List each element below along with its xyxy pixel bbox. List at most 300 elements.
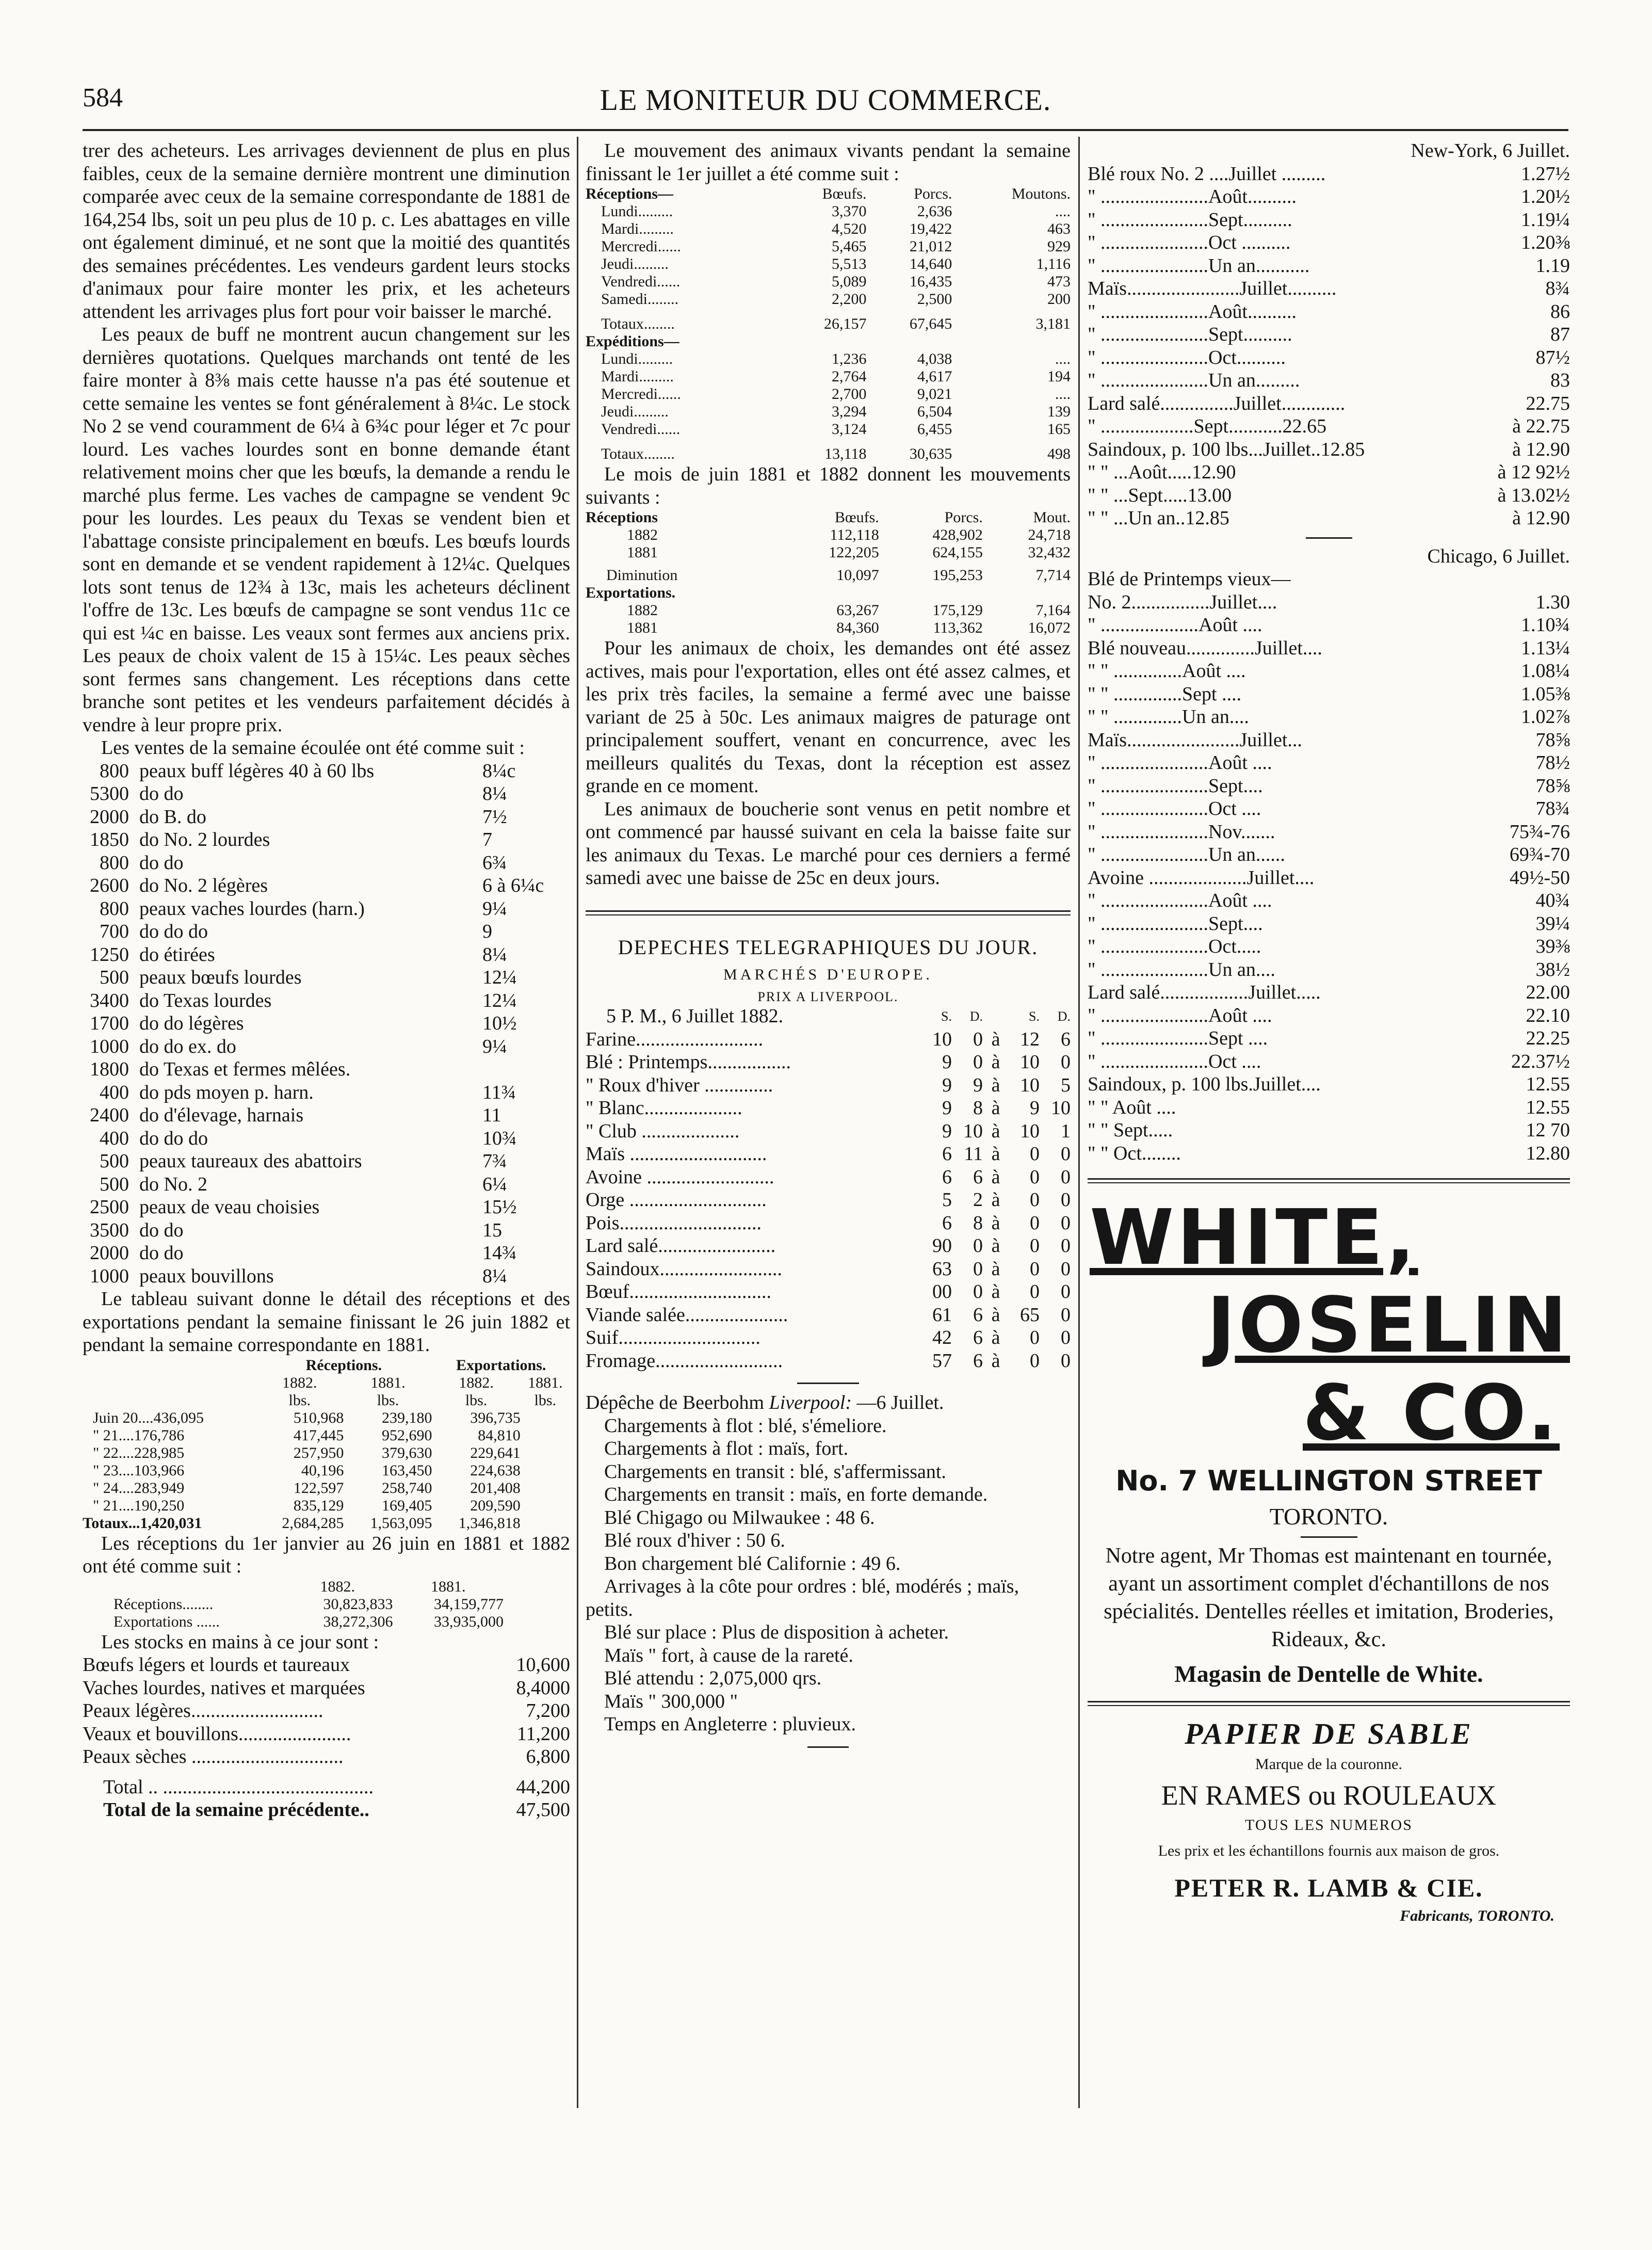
mv-day: Lundi......... (601, 203, 673, 220)
col-head: Porcs. (914, 185, 952, 202)
sale-price: 10½ (482, 1012, 517, 1034)
mv-day: Mercredi...... (601, 238, 681, 255)
sale-price: 9 (482, 921, 492, 942)
mv-day: Jeudi......... (601, 403, 669, 420)
unit: lbs. (377, 1391, 399, 1409)
table-row (83, 1480, 570, 1497)
lv-cell: 10 (932, 1028, 952, 1050)
lv-label: " Blanc.................... (586, 1097, 742, 1119)
unit: lbs. (534, 1391, 557, 1409)
table-row (1088, 415, 1570, 438)
price-value: 1.08¼ (1521, 660, 1570, 682)
white-joselin-ad (1088, 1194, 1570, 1691)
lv-cell: 8 (973, 1212, 983, 1234)
table-row (83, 920, 570, 943)
col-head: Porcs. (944, 509, 983, 526)
table-row (586, 1028, 1071, 1051)
lv-cell: 10 (1020, 1074, 1040, 1096)
table-row (1088, 866, 1570, 890)
june-cell: 175,129 (932, 602, 983, 619)
table-row (83, 1242, 570, 1265)
price-value: 1.05⅜ (1521, 683, 1570, 705)
col-head: S. (1029, 1008, 1040, 1024)
new-york-heading: New-York, 6 Juillet. (1411, 140, 1570, 162)
sale-price: 15½ (482, 1196, 517, 1218)
dispatch-lines (586, 1415, 1071, 1736)
ad2-fabricants: Fabricants, TORONTO. (1400, 1907, 1554, 1924)
ad2-numbers: TOUS LES NUMEROS (1245, 1817, 1413, 1834)
price-value: 1.30 (1535, 591, 1570, 613)
price-value: 38½ (1535, 958, 1570, 981)
total-cell: 1,346,818 (458, 1514, 521, 1532)
rx-cell: 396,735 (470, 1409, 521, 1426)
ad-name-co: & CO. (1303, 1369, 1560, 1457)
liverpool-prices-table (586, 1005, 1071, 1372)
rx-cell: 163,450 (382, 1461, 432, 1479)
price-value: à 22.75 (1512, 415, 1570, 437)
mv-cell: 2,500 (917, 291, 952, 308)
sale-price: 14¾ (482, 1242, 517, 1264)
table-row (83, 828, 570, 851)
table-row (1088, 231, 1570, 254)
table-row (83, 943, 570, 967)
col-head: Bœufs. (834, 509, 879, 526)
mv-cell: 139 (1047, 403, 1071, 420)
price-value: 12.80 (1526, 1142, 1570, 1164)
june-cell: 122,205 (829, 544, 879, 561)
table-row (1088, 660, 1570, 683)
dispatch-line: Chargements en transit : maïs, en forte demande. (604, 1484, 988, 1505)
price-value: 40¾ (1535, 890, 1570, 911)
total-cell: 26,157 (823, 315, 867, 332)
price-label: " ......................Sept.......... (1088, 324, 1292, 345)
price-value: 78⅝ (1535, 729, 1570, 751)
total-cell: 30,635 (909, 445, 952, 462)
lv-a: à (991, 1349, 1000, 1372)
table-row (83, 1745, 570, 1769)
january-table (114, 1578, 504, 1631)
lv-a: à (991, 1028, 1000, 1050)
jan-cell: 38,272,306 (323, 1613, 393, 1630)
table-row (114, 1613, 504, 1631)
lv-cell: 6 (973, 1327, 983, 1348)
section-label: Exportations. (586, 584, 676, 601)
lv-label: " Roux d'hiver .............. (586, 1074, 773, 1096)
price-label: " ......................Oct..... (1088, 936, 1261, 957)
table-row (586, 544, 1071, 561)
lv-cell: 10 (1051, 1097, 1071, 1119)
price-label: " " ...Août.....12.90 (1088, 461, 1236, 483)
sale-desc: peaux de veau choisies (139, 1196, 320, 1218)
price-label: Lard salé..................Juillet..... (1088, 982, 1321, 1003)
col-head: S. (941, 1008, 952, 1024)
table-row (83, 782, 570, 806)
table-row (586, 368, 1071, 385)
section-label: Expéditions— (586, 333, 679, 350)
lv-a: à (991, 1074, 1000, 1096)
col-head: 1881. (528, 1374, 563, 1391)
date-line: 5 P. M., 6 Juillet 1882. (606, 1005, 784, 1027)
sale-price: 7½ (482, 806, 507, 828)
lv-cell: 6 (942, 1212, 952, 1234)
lv-cell: 9 (942, 1120, 952, 1142)
lv-label: Farine.......................... (586, 1028, 764, 1050)
sale-qty: 2400 (90, 1104, 129, 1126)
stock-label: Veaux et bouvillons....................... (83, 1723, 351, 1745)
price-label: Blé nouveau..............Juillet.... (1088, 637, 1322, 659)
lv-cell: 0 (973, 1258, 983, 1280)
price-label: " ......................Nov....... (1088, 821, 1275, 843)
mv-cell: .... (1055, 385, 1071, 403)
sale-qty: 2000 (90, 806, 129, 828)
lv-cell: 6 (973, 1304, 983, 1326)
col-head: Réceptions— (586, 185, 673, 202)
price-label: Avoine ....................Juillet.... (1088, 866, 1315, 889)
sale-price: 7¾ (482, 1150, 507, 1172)
col-head: Moutons. (1011, 185, 1071, 202)
table-row (1088, 1096, 1570, 1119)
lv-a: à (991, 1281, 1000, 1303)
table-row (83, 874, 570, 897)
sale-price: 8¼ (482, 1265, 507, 1287)
sale-price: 12¼ (482, 967, 517, 988)
sale-desc: do do (139, 1219, 184, 1241)
rx-label: Juin 20....436,095 (93, 1409, 204, 1426)
table-row (586, 1166, 1071, 1189)
sale-desc: peaux bœufs lourdes (139, 967, 302, 988)
table-row (586, 526, 1071, 544)
table-row (1088, 751, 1570, 775)
price-label: Blé de Printemps vieux— (1088, 568, 1291, 590)
table-row (83, 1035, 570, 1058)
sale-qty: 3400 (90, 989, 129, 1011)
table-row (1088, 323, 1570, 346)
price-value: à 12.90 (1512, 507, 1570, 529)
table-row (83, 1444, 570, 1462)
rx-cell: 835,129 (293, 1497, 344, 1514)
mv-cell: 6,455 (917, 421, 952, 438)
rx-cell: 84,810 (478, 1426, 521, 1444)
table-row (586, 1120, 1071, 1143)
table-row (1088, 438, 1570, 461)
dispatch-line: Maïs " fort, à cause de la rareté. (604, 1644, 853, 1666)
rx-cell: 40,196 (301, 1461, 344, 1479)
sale-price: 6 à 6¼c (482, 875, 544, 896)
mv-cell: 2,636 (917, 203, 952, 220)
sale-qty: 2000 (90, 1242, 129, 1264)
rx-label: " 23....103,966 (93, 1461, 185, 1479)
lv-cell: 1 (1061, 1120, 1071, 1142)
sale-qty: 2600 (90, 875, 129, 896)
price-value: 87½ (1535, 346, 1570, 368)
lv-cell: 57 (932, 1349, 952, 1372)
lv-cell: 0 (1030, 1327, 1040, 1348)
livestock-movement-table (586, 185, 1071, 463)
table-row (114, 1596, 504, 1613)
mv-cell: 5,089 (831, 273, 867, 290)
price-value: 8¾ (1545, 278, 1570, 299)
price-label: " ......................Sept.......... (1088, 208, 1292, 231)
table-row (1088, 821, 1570, 844)
lv-a: à (991, 1327, 1000, 1348)
price-label: " " ...Un an..12.85 (1088, 507, 1229, 529)
price-value: 1.20⅜ (1521, 232, 1570, 253)
stock-value: 10,600 (516, 1654, 570, 1676)
lv-cell: 65 (1020, 1304, 1040, 1326)
table-row (83, 1699, 570, 1723)
rx-label: " 21....190,250 (93, 1497, 185, 1514)
price-label: " " ..............Août .... (1088, 660, 1246, 682)
mv-cell: 165 (1047, 421, 1071, 438)
price-value: 49½-50 (1509, 866, 1570, 889)
table-row (1088, 507, 1570, 530)
table-row (83, 897, 570, 921)
col-head: D. (969, 1008, 983, 1024)
lv-cell: 0 (1030, 1349, 1040, 1372)
mv-day: Vendredi...... (601, 421, 681, 438)
sale-desc: do do do (139, 921, 208, 942)
sale-price: 6¼ (482, 1173, 507, 1195)
price-label: " ......................Août.......... (1088, 186, 1297, 207)
total-cell: 498 (1047, 445, 1071, 462)
lv-cell: 5 (1061, 1074, 1071, 1096)
table-row (586, 1212, 1071, 1235)
col-head: Réceptions. (305, 1356, 382, 1374)
lv-a: à (991, 1258, 1000, 1280)
june-year: 1881 (627, 544, 658, 561)
mv-cell: 4,617 (917, 368, 952, 385)
june-cell: 624,155 (932, 544, 983, 561)
june-table (586, 509, 1071, 637)
jan-label: Réceptions........ (114, 1595, 214, 1613)
dispatch-line: Bon chargement blé Californie : 49 6. (604, 1552, 901, 1574)
price-label: " ......................Oct.......... (1088, 346, 1286, 368)
table-row (586, 1280, 1071, 1304)
lv-cell: 11 (964, 1143, 983, 1165)
dispatch-date: —6 Juillet. (852, 1392, 944, 1413)
sale-desc: peaux taureaux des abattoirs (139, 1150, 362, 1172)
mv-cell: 929 (1047, 238, 1071, 255)
rx-cell: 952,690 (382, 1426, 432, 1444)
table-row (1088, 461, 1570, 484)
rx-spacer (521, 1409, 570, 1427)
dispatch-line: Blé attendu : 2,075,000 qrs. (604, 1667, 822, 1689)
mv-cell: 2,764 (831, 368, 867, 385)
sale-qty: 1000 (90, 1265, 129, 1287)
table-row (83, 1150, 570, 1173)
lv-a: à (991, 1143, 1000, 1165)
table-row (83, 1058, 570, 1081)
diminution-cell: 195,253 (932, 567, 983, 584)
price-value: 22.00 (1526, 982, 1570, 1003)
table-row (1088, 705, 1570, 729)
sale-desc: do do ex. do (139, 1035, 236, 1057)
lv-a: à (991, 1235, 1000, 1257)
lv-cell: 42 (932, 1327, 952, 1348)
table-row (83, 966, 570, 989)
sale-desc: do B. do (139, 806, 206, 828)
rx-spacer (521, 1462, 570, 1480)
rx-label: " 22....228,985 (93, 1444, 185, 1461)
column-3 (1088, 139, 1570, 2219)
dispatch-line: Temps en Angleterre : pluvieux. (604, 1713, 856, 1735)
price-value: 22.75 (1526, 392, 1570, 414)
sale-qty: 1000 (90, 1035, 129, 1057)
lv-cell: 10 (1020, 1051, 1040, 1073)
total-cell: 1,563,095 (370, 1514, 432, 1532)
table-row (83, 1219, 570, 1242)
dispatch-line: Blé sur place : Plus de disposition à acheter. (604, 1621, 949, 1643)
col-head: Mout. (1033, 509, 1071, 526)
mv-cell: 1,236 (831, 350, 867, 367)
table-row (586, 1349, 1071, 1373)
mv-cell: 16,435 (909, 273, 952, 290)
sale-desc: peaux buff légères 40 à 60 lbs (139, 760, 375, 782)
price-label: " ......................Un an........... (1088, 254, 1310, 277)
masthead: LE MONITEUR DU COMMERCE. (600, 83, 1051, 117)
table-row (1088, 1073, 1570, 1096)
prev-total-label: Total de la semaine précédente.. (103, 1799, 369, 1821)
table-row (83, 1265, 570, 1288)
price-label: " ......................Un an.... (1088, 958, 1275, 981)
sale-desc: peaux vaches lourdes (harn.) (139, 897, 365, 920)
june-cell: 16,072 (1028, 619, 1071, 636)
lv-label: Suif............................. (586, 1327, 760, 1348)
price-label: " " ...Sept.....13.00 (1088, 484, 1232, 506)
jan-cell: 33,935,000 (434, 1613, 504, 1630)
rx-cell: 510,968 (293, 1409, 344, 1426)
table-row (1088, 637, 1570, 660)
price-label: " ......................Sept .... (1088, 1027, 1268, 1049)
mv-cell: 9,021 (917, 385, 952, 403)
table-row (586, 1051, 1071, 1074)
column-divider (577, 137, 578, 2108)
unit: lbs. (288, 1391, 311, 1409)
diminution-label: Diminution (606, 567, 678, 584)
stock-value: 8,4000 (516, 1677, 570, 1699)
table-row (1088, 889, 1570, 912)
price-value: 86 (1550, 300, 1570, 323)
table-row (1088, 163, 1570, 186)
mv-cell: 200 (1047, 291, 1071, 308)
price-label: Maïs.......................Juillet.......... (1088, 278, 1337, 299)
lv-cell: 0 (1030, 1235, 1040, 1257)
price-label: " ......................Un an...... (1088, 844, 1285, 865)
paragraph: Le mois de juin 1881 et 1882 donnent les mouvements suivants : (586, 463, 1071, 508)
mv-cell: 21,012 (909, 238, 952, 255)
lv-cell: 0 (1030, 1189, 1040, 1211)
price-value: 1.27½ (1521, 163, 1570, 185)
mv-day: Jeudi......... (601, 255, 669, 272)
table-row (1088, 277, 1570, 300)
sale-price: 9¼ (482, 897, 507, 920)
ad-name-joselin: JOSELIN (1207, 1281, 1570, 1370)
sale-price: 8¼ (482, 943, 507, 966)
mv-cell: 3,124 (831, 421, 867, 438)
table-row (83, 760, 570, 783)
june-cell: 112,118 (830, 526, 879, 543)
price-value: 1.02⅞ (1521, 706, 1570, 728)
receipts-exports-table (83, 1357, 570, 1532)
mv-cell: 4,038 (917, 350, 952, 367)
sale-price: 6¾ (482, 851, 507, 874)
lv-cell: 0 (1061, 1258, 1071, 1280)
section-rule (1088, 1178, 1570, 1183)
liverpool-prices-title: PRIX A LIVERPOOL. (757, 989, 899, 1004)
total-value: 44,200 (516, 1776, 570, 1798)
table-row (586, 1258, 1071, 1281)
table-row (586, 1234, 1071, 1258)
lv-cell: 0 (1061, 1327, 1071, 1348)
lv-a: à (991, 1097, 1000, 1119)
rx-label: " 24....283,949 (93, 1479, 185, 1497)
sale-qty: 500 (100, 1150, 129, 1172)
table-row (1088, 1142, 1570, 1165)
table-row (586, 1097, 1071, 1120)
ad-city: TORONTO. (1269, 1503, 1388, 1530)
mv-cell: 4,520 (831, 220, 867, 237)
table-row (1088, 683, 1570, 706)
table-row (1088, 185, 1570, 208)
diminution-cell: 10,097 (836, 567, 879, 584)
price-label: " ......................Oct .......... (1088, 232, 1291, 253)
table-row (83, 1462, 570, 1480)
table-row (586, 385, 1071, 403)
price-label: Saindoux, p. 100 lbs...Juillet..12.85 (1088, 438, 1365, 460)
table-row (1088, 300, 1570, 324)
lv-label: Pois............................. (586, 1212, 762, 1234)
lv-cell: 10 (963, 1120, 983, 1142)
price-value: 78½ (1535, 752, 1570, 774)
jan-label: Exportations ...... (114, 1613, 220, 1630)
mv-day: Vendredi...... (601, 273, 681, 290)
price-label: " ......................Oct .... (1088, 1050, 1261, 1072)
mv-day: Lundi......... (601, 350, 673, 367)
table-row (586, 602, 1071, 619)
lv-label: Orge ............................ (586, 1189, 767, 1211)
col-head: 1882. (282, 1374, 317, 1391)
page-header (83, 83, 1568, 124)
price-label: " " Oct........ (1088, 1142, 1181, 1164)
rx-cell: 229,641 (470, 1444, 521, 1461)
table-row (83, 1653, 570, 1677)
sale-qty: 2500 (90, 1196, 129, 1218)
sale-qty: 5300 (90, 783, 129, 805)
ad2-mark: Marque de la couronne. (1255, 1756, 1402, 1773)
lv-label: " Club .................... (586, 1120, 740, 1142)
rx-spacer (521, 1480, 570, 1497)
ad2-title: PAPIER DE SABLE (1185, 1717, 1473, 1750)
table-row (83, 1427, 570, 1444)
lv-cell: 0 (1061, 1304, 1071, 1326)
table-row (1088, 1004, 1570, 1027)
rx-spacer (521, 1427, 570, 1444)
paragraph: trer des acheteurs. Les arrivages deviennent de plus en plus faibles, ceux de la semaine dernière montrent une diminution comparée avec ceux de la semaine correspondante de 1881 de 164,254 lbs, soit un peu plus de 10 p. c. Les abattages en ville ont également diminué, et ne sont que la moitié des quantités des semaines précédentes. Les vendeurs gardent leurs stocks d'animaux pour faire monter les prix, et les acheteurs attendent les arrivages plus fort pour voir baisser le marché. (83, 140, 570, 323)
sale-qty: 500 (100, 1173, 129, 1195)
june-cell: 63,267 (836, 602, 879, 619)
col-head: 1881. (430, 1578, 466, 1595)
mv-cell: 19,422 (909, 220, 952, 237)
rx-cell: 258,740 (382, 1479, 432, 1497)
price-value: à 12.90 (1512, 438, 1570, 460)
sale-desc: do do (139, 783, 184, 805)
rx-label: " 21....176,786 (93, 1426, 185, 1444)
lv-cell: 0 (1030, 1258, 1040, 1280)
totals-table (83, 1776, 570, 1822)
rx-cell: 257,950 (293, 1444, 344, 1461)
table-row (1088, 1050, 1570, 1073)
stock-value: 6,800 (526, 1746, 570, 1767)
